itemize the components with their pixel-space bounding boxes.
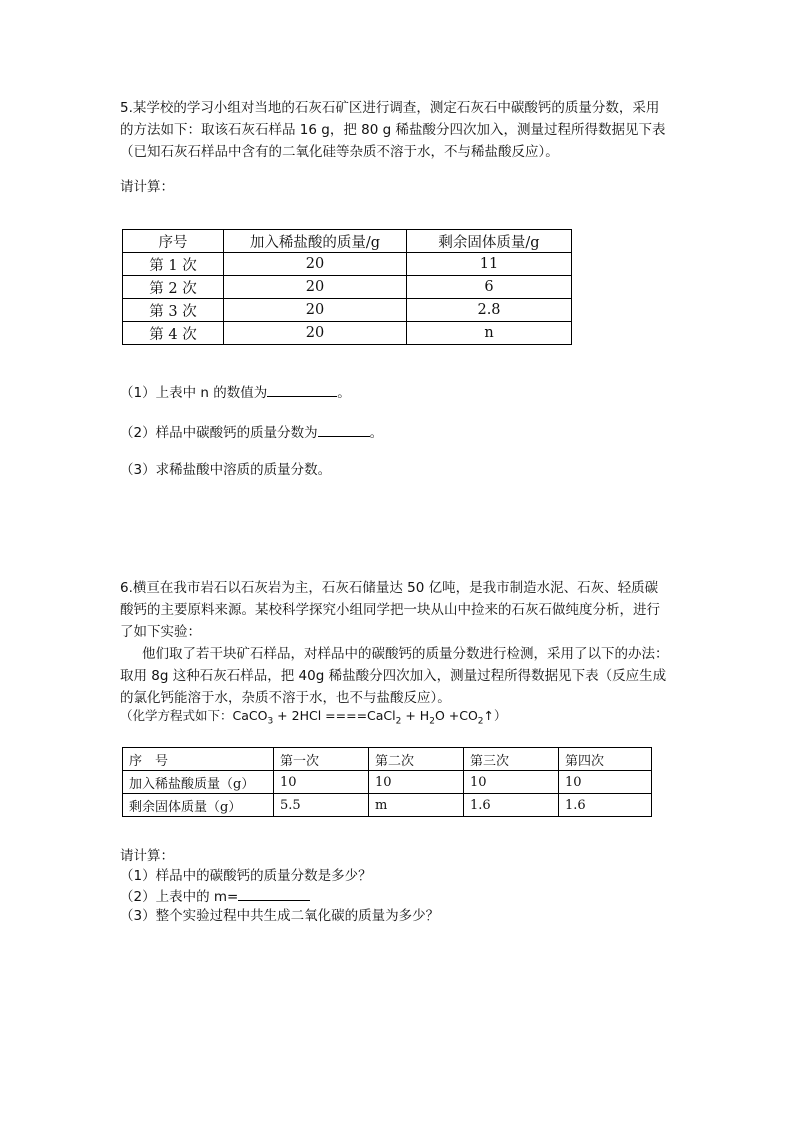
table-cell: 10 bbox=[369, 771, 464, 794]
eq-subscript: 2 bbox=[395, 716, 402, 727]
q6-para2-line-3: 的氯化钙能溶于水，杂质不溶于水，也不与盐酸反应）。 bbox=[120, 690, 451, 706]
column-header: 第一次 bbox=[274, 748, 369, 771]
eq-subscript: 3 bbox=[267, 716, 274, 727]
table-cell: 第 4 次 bbox=[123, 322, 224, 345]
table-cell: 1.6 bbox=[559, 794, 652, 817]
q5-line-3: （已知石灰石样品中含有的二氧化硅等杂质不溶于水，不与稀盐酸反应）。 bbox=[120, 144, 559, 160]
table-cell: 11 bbox=[407, 253, 572, 276]
column-header: 第二次 bbox=[369, 748, 464, 771]
answer-blank[interactable] bbox=[267, 381, 337, 397]
q5-sub2-text: （2）样品中碳酸钙的质量分数为 bbox=[120, 425, 318, 441]
table-cell: 第 2 次 bbox=[123, 276, 224, 299]
q5-data-table bbox=[122, 229, 572, 345]
table-row bbox=[123, 322, 572, 345]
column-header: 第三次 bbox=[464, 748, 559, 771]
table-cell: 加入稀盐酸质量（g） bbox=[123, 771, 274, 794]
table-cell: 6 bbox=[407, 276, 572, 299]
table-row bbox=[123, 794, 652, 817]
table-cell: n bbox=[407, 322, 572, 345]
q6-line-3: 了如下实验： bbox=[120, 624, 201, 640]
table-cell: 第 3 次 bbox=[123, 299, 224, 322]
table-cell: 1.6 bbox=[464, 794, 559, 817]
table-row bbox=[123, 771, 652, 794]
eq-part: ↑） bbox=[483, 708, 507, 723]
table-header-row bbox=[123, 748, 652, 771]
q6-data-table bbox=[122, 747, 652, 817]
table-cell: 10 bbox=[464, 771, 559, 794]
q5-line-2: 的方法如下：取该石灰石样品 16 g，把 80 g 稀盐酸分四次加入，测量过程所得数据见下表 bbox=[120, 122, 666, 138]
table-row bbox=[123, 253, 572, 276]
q5-subquestion-3: （3）求稀盐酸中溶质的质量分数。 bbox=[120, 462, 332, 478]
table-cell: 20 bbox=[224, 322, 407, 345]
column-header: 序号 bbox=[123, 230, 224, 253]
q6-subquestion-1: （1）样品中的碳酸钙的质量分数是多少？ bbox=[120, 868, 372, 884]
table-header-row bbox=[123, 230, 572, 253]
eq-subscript: 2 bbox=[429, 716, 435, 727]
column-header: 序 号 bbox=[123, 748, 274, 771]
table-cell: 20 bbox=[224, 299, 407, 322]
eq-part: （化学方程式如下：CaCO bbox=[120, 708, 268, 723]
q6-line-2: 酸钙的主要原料来源。某校科学探究小组同学把一块从山中捡来的石灰石做纯度分析，进行 bbox=[120, 602, 660, 618]
eq-part: + H bbox=[401, 708, 430, 723]
eq-part: + 2HCl ====CaCl bbox=[273, 708, 396, 723]
q5-subquestion-2 bbox=[120, 421, 690, 444]
answer-blank[interactable] bbox=[238, 885, 310, 901]
answer-blank[interactable] bbox=[318, 421, 370, 437]
table-cell: 20 bbox=[224, 276, 407, 299]
eq-part: O +CO bbox=[434, 708, 478, 723]
table-cell: 2.8 bbox=[407, 299, 572, 322]
column-header: 加入稀盐酸的质量/g bbox=[224, 230, 407, 253]
table-cell: 10 bbox=[559, 771, 652, 794]
table-cell: 10 bbox=[274, 771, 369, 794]
q5-subquestion-1 bbox=[120, 381, 690, 404]
q5-sub1-end: 。 bbox=[337, 385, 351, 401]
eq-subscript: 2 bbox=[477, 716, 484, 727]
table-cell: 5.5 bbox=[274, 794, 369, 817]
q5-line-1: 5.某学校的学习小组对当地的石灰石矿区进行调查，测定石灰石中碳酸钙的质量分数，采用 bbox=[120, 100, 660, 116]
q6-line-1: 6.横亘在我市岩石以石灰岩为主，石灰石储量达 50 亿吨，是我市制造水泥、石灰、轻质碳 bbox=[120, 580, 659, 596]
column-header: 第四次 bbox=[559, 748, 652, 771]
table-cell: 20 bbox=[224, 253, 407, 276]
table-row bbox=[123, 299, 572, 322]
q6-prompt: 请计算： bbox=[120, 848, 174, 864]
table-row bbox=[123, 276, 572, 299]
q5-prompt: 请计算： bbox=[120, 179, 174, 195]
q6-subquestion-3: （3）整个实验过程中共生成二氧化碳的质量为多少？ bbox=[120, 908, 440, 924]
column-header: 剩余固体质量/g bbox=[407, 230, 572, 253]
q6-para2-line-2: 取用 8g 这种石灰石样品，把 40g 稀盐酸分四次加入，测量过程所得数据见下表（反应生成 bbox=[120, 668, 667, 684]
q6-sub2-text: （2）上表中的 m= bbox=[120, 889, 239, 905]
q5-sub2-end: 。 bbox=[369, 425, 384, 441]
chemical-equation bbox=[120, 705, 690, 733]
table-cell: m bbox=[369, 794, 464, 817]
table-cell: 第 1 次 bbox=[123, 253, 224, 276]
q6-para2-line-1: 他们取了若干块矿石样品，对样品中的碳酸钙的质量分数进行检测，采用了以下的办法： bbox=[142, 646, 669, 662]
q5-sub1-text: （1）上表中 n 的数值为 bbox=[120, 385, 268, 401]
table-cell: 剩余固体质量（g） bbox=[123, 794, 274, 817]
